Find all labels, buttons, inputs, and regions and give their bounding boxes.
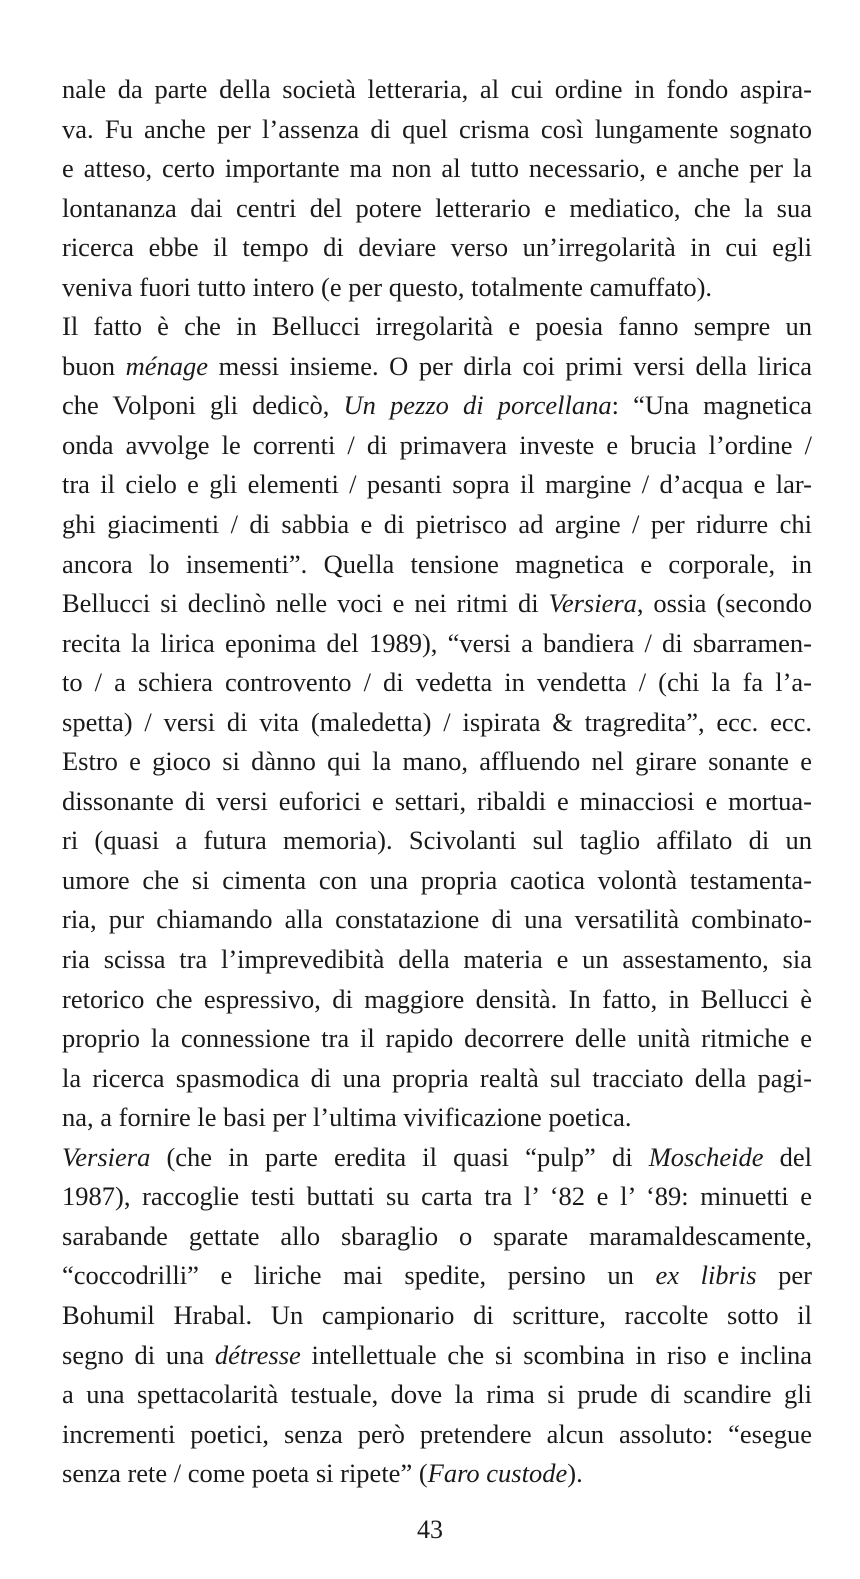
text-line: [62, 584, 812, 624]
text-segment: del: [763, 1141, 813, 1172]
italic-title: Versiera: [62, 1141, 151, 1172]
body-text: [62, 70, 812, 1494]
text-segment: recita la lirica eponima del 1989), “versi a bandiera / di sbarramen-: [62, 627, 812, 658]
text-segment: na, a fornire le basi per l’ultima vivificazione poetica.: [62, 1102, 632, 1133]
text-segment: ancora lo insementi”. Quella tensione magnetica e corporale, in: [62, 548, 812, 579]
text-line: [62, 268, 812, 308]
text-line: [62, 1217, 812, 1257]
text-line: [62, 189, 812, 229]
text-segment: a una spettacolarità testuale, dove la rima si prude di scandire gli: [62, 1379, 812, 1410]
text-segment: (che in parte eredita il quasi “pulp” di: [150, 1141, 649, 1172]
text-line: [62, 1138, 812, 1178]
text-segment: Bellucci si declinò nelle voci e nei ritmi di: [62, 588, 549, 619]
text-segment: proprio la connessione tra il rapido decorrere delle unità ritmiche e: [62, 1023, 812, 1054]
text-line: [62, 1019, 812, 1059]
text-line: [62, 1296, 812, 1336]
text-segment: va. Fu anche per l’assenza di quel crisma così lungamente sognato: [62, 113, 812, 144]
text-line: [62, 465, 812, 505]
text-line: [62, 1336, 812, 1376]
italic-title: Versiera: [548, 588, 637, 619]
italic-title: ménage: [125, 350, 209, 381]
text-line: [62, 980, 812, 1020]
text-line: [62, 1177, 812, 1217]
text-line: [62, 1415, 812, 1455]
text-segment: ria, pur chiamando alla constatazione di una versatilità combinato-: [62, 904, 812, 935]
text-segment: , ossia (secondo: [636, 588, 812, 619]
text-line: [62, 347, 812, 387]
text-segment: Estro e gioco si dànno qui la mano, affluendo nel girare sonante e: [62, 746, 812, 777]
text-line: [62, 110, 812, 150]
text-segment: sarabande gettate allo sbaraglio o sparate maramaldescamente,: [62, 1220, 812, 1251]
text-segment: intellettuale che si scombina in riso e inclina: [300, 1339, 813, 1370]
text-segment: Bohumil Hrabal. Un campionario di scritture, raccolte sotto il: [62, 1299, 812, 1330]
text-segment: to / a schiera controvento / di vedetta in vendetta / (chi la fa l’a-: [62, 667, 812, 698]
text-line: [62, 663, 812, 703]
text-segment: e atteso, certo importante ma non al tutto necessario, e anche per la: [62, 153, 812, 184]
text-segment: ri (quasi a futura memoria). Scivolanti sul taglio affilato di un: [62, 825, 812, 856]
text-line: [62, 1454, 812, 1494]
text-segment: Il fatto è che in Bellucci irregolarità e poesia fanno sempre un: [62, 311, 812, 342]
text-line: [62, 149, 812, 189]
page-number: 43: [417, 1515, 443, 1544]
text-line: [62, 861, 812, 901]
text-segment: nale da parte della società letteraria, al cui ordine in fondo aspira-: [62, 74, 812, 104]
text-line: [62, 1059, 812, 1099]
text-segment: 1987), raccoglie testi buttati su carta tra l’ ‘82 e l’ ‘89: minuetti e: [62, 1181, 812, 1212]
text-segment: veniva fuori tutto intero (e per questo, totalmente camuffato).: [62, 271, 713, 302]
text-line: [62, 228, 812, 268]
text-line: [62, 545, 812, 585]
text-line: [62, 821, 812, 861]
text-segment: buon: [62, 350, 126, 381]
text-segment: “coccodrilli” e liriche mai spedite, persino un: [62, 1260, 656, 1291]
text-segment: ricerca ebbe il tempo di deviare verso un’irregolarità in cui egli: [62, 232, 812, 263]
text-segment: lontananza dai centri del potere letterario e mediatico, che la sua: [62, 192, 812, 223]
italic-title: Moscheide: [648, 1141, 764, 1172]
text-line: [62, 426, 812, 466]
text-line: [62, 1098, 812, 1138]
text-line: [62, 900, 812, 940]
text-segment: onda avvolge le correnti / di primavera investe e brucia l’ordine /: [62, 429, 812, 460]
text-line: [62, 505, 812, 545]
italic-title: ex libris: [655, 1260, 757, 1291]
text-line: [62, 703, 812, 743]
text-segment: messi insieme. O per dirla coi primi versi della lirica: [208, 350, 813, 381]
text-segment: la ricerca spasmodica di una propria realtà sul tracciato della pagi-: [62, 1062, 812, 1093]
text-segment: : “Una magnetica: [611, 390, 812, 421]
text-segment: ).: [567, 1458, 583, 1489]
italic-title: Un pezzo di porcellana: [343, 390, 612, 421]
text-line: [62, 70, 812, 110]
text-segment: senza rete / come poeta si ripete” (: [62, 1458, 428, 1489]
italic-title: Faro custode: [427, 1458, 568, 1489]
text-line: [62, 386, 812, 426]
text-line: [62, 782, 812, 822]
text-line: [62, 742, 812, 782]
text-line: [62, 624, 812, 664]
text-segment: segno di una: [62, 1339, 215, 1370]
text-line: [62, 1375, 812, 1415]
text-line: [62, 307, 812, 347]
italic-title: détresse: [214, 1339, 301, 1370]
text-segment: tra il cielo e gli elementi / pesanti sopra il margine / d’acqua e lar-: [62, 469, 812, 500]
text-segment: incrementi poetici, senza però pretendere alcun assoluto: “esegue: [62, 1418, 812, 1449]
text-segment: dissonante di versi euforici e settari, ribaldi e minacciosi e mortua-: [62, 785, 812, 816]
text-segment: ghi giacimenti / di sabbia e di pietrisco ad argine / per ridurre chi: [62, 509, 812, 540]
text-segment: umore che si cimenta con una propria caotica volontà testamenta-: [62, 864, 812, 895]
text-line: [62, 1256, 812, 1296]
text-segment: spetta) / versi di vita (maledetta) / ispirata & tragredita”, ecc. ecc.: [62, 706, 812, 737]
text-segment: retorico che espressivo, di maggiore densità. In fatto, in Bellucci è: [62, 983, 812, 1014]
text-segment: ria scissa tra l’imprevedibità della materia e un assestamento, sia: [62, 944, 812, 975]
text-segment: che Volponi gli dedicò,: [62, 390, 344, 421]
text-segment: per: [756, 1260, 812, 1291]
text-line: [62, 940, 812, 980]
